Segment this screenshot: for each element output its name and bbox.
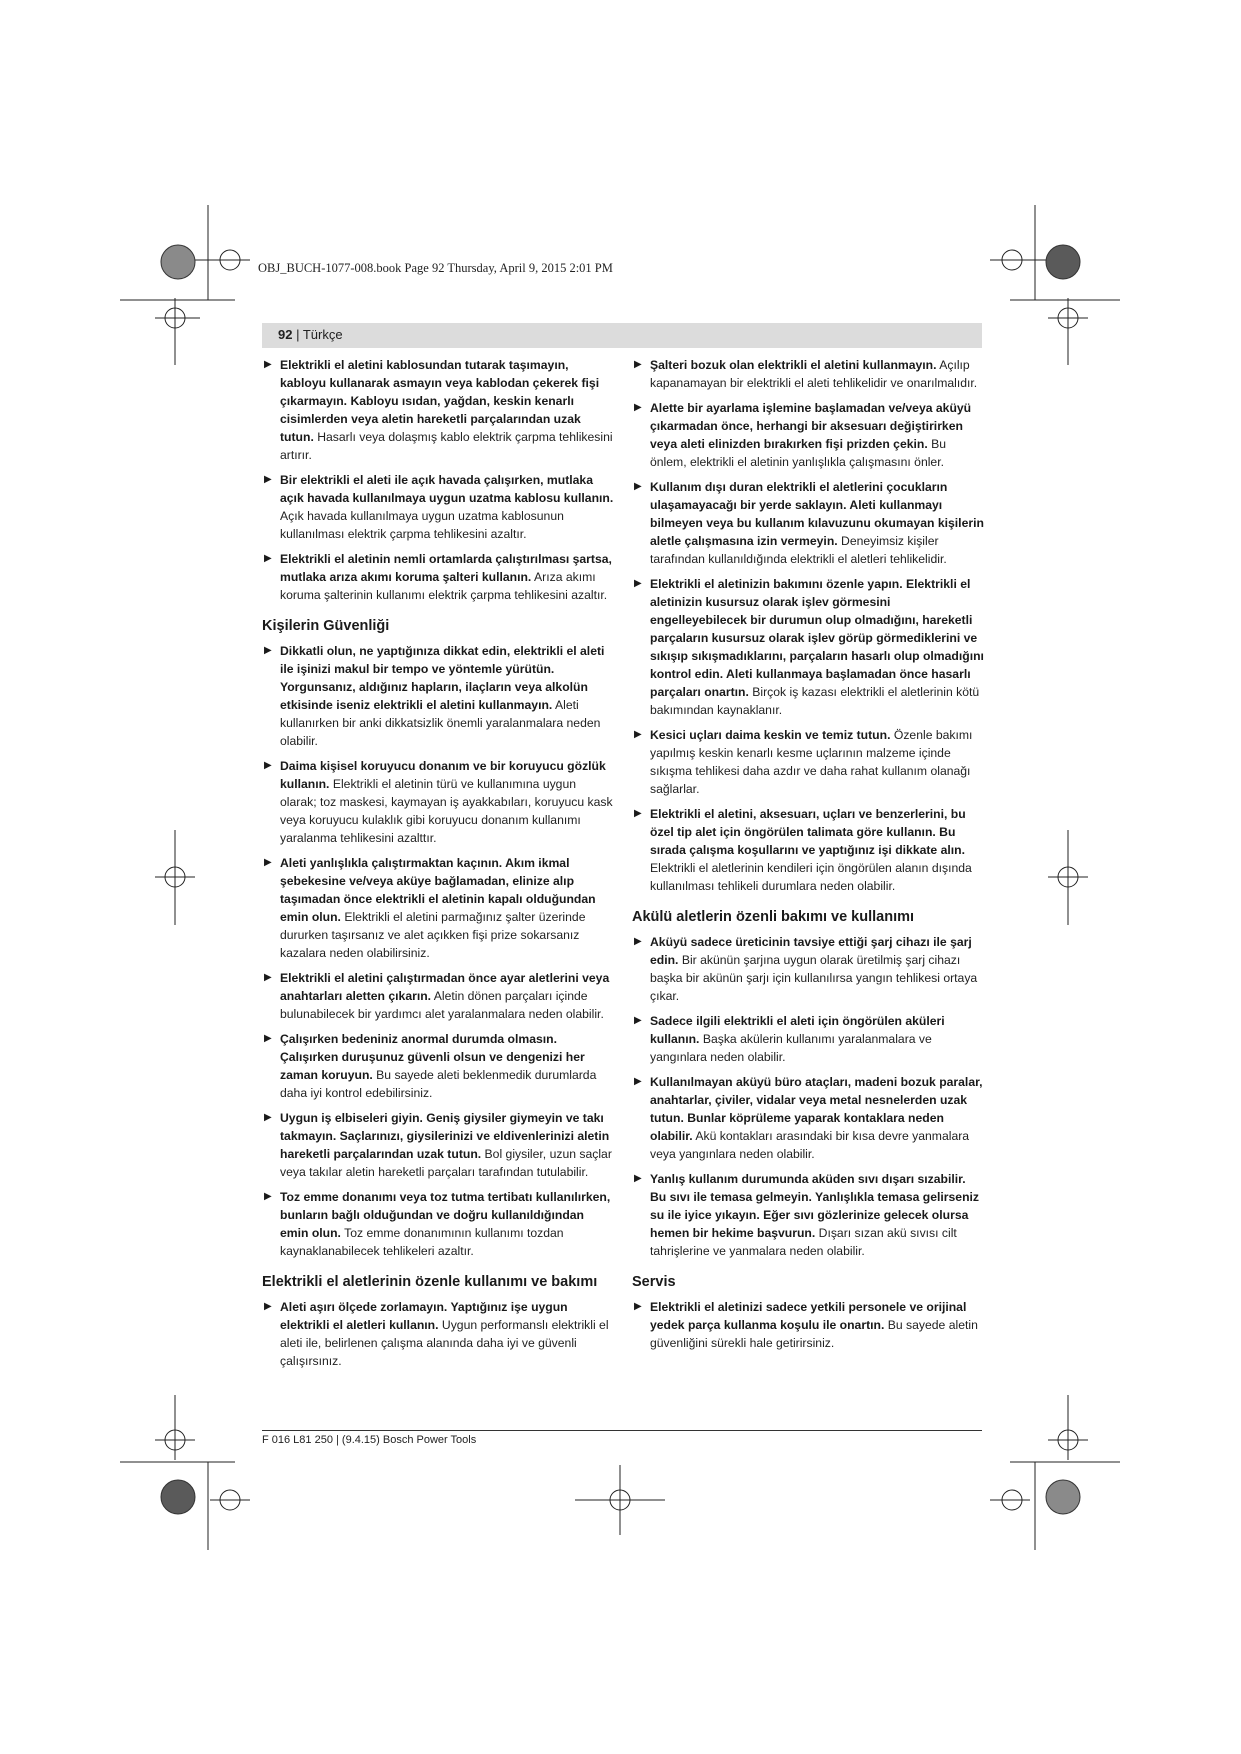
item-bold: Çalışırken bedeniniz anormal durumda olmasın. Çalışırken duruşunuz güvenli olsun ve dengenizi her zaman koruyun. [280, 1032, 585, 1082]
bullet-icon: ▶ [264, 553, 272, 564]
item-text: Açılıp kapanamayan bir elektrikli el aleti tehlikelidir ve onarılmalıdır. [650, 358, 978, 390]
list-item [632, 399, 984, 471]
section-title-battery: Akülü aletlerin özenli bakımı ve kullanımı [632, 909, 915, 925]
list-item [262, 1030, 614, 1102]
right-column [632, 356, 984, 1359]
item-bold: Dikkatli olun, ne yaptığınıza dikkat edin, elektrikli el aleti ile işinizi makul bir tempo ve yöntemle yürütün. Yorgunsanız, aldığınız hapların, ilaçların veya alkolün etkisinde iseniz elektrikli el aletini kullanmayın. [280, 644, 605, 712]
bullet-icon: ▶ [634, 578, 642, 589]
bullet-icon: ▶ [634, 808, 642, 819]
print-line: OBJ_BUCH-1077-008.book Page 92 Thursday, April 9, 2015 2:01 PM [258, 261, 613, 275]
item-bold: Aküyü sadece üreticinin tavsiye ettiği şarj cihazı ile şarj edin. [650, 935, 972, 967]
item-text: Bu sayede aletin güvenliğini sürekli hale getirirsiniz. [650, 1318, 978, 1350]
list-item [632, 356, 984, 392]
bullet-icon: ▶ [264, 645, 272, 656]
bullet-icon: ▶ [634, 1173, 642, 1184]
bullet-icon: ▶ [634, 402, 642, 413]
bullet-icon: ▶ [264, 1112, 272, 1123]
list-item [262, 471, 614, 543]
item-bold: Sadece ilgili elektrikli el aleti için öngörülen aküleri kullanın. [650, 1014, 945, 1046]
bullet-icon: ▶ [634, 1015, 642, 1026]
item-bold: Uygun iş elbiseleri giyin. Geniş giysiler giymeyin ve takı takmayın. Saçlarınızı, giysilerinizi ve eldivenlerinizi aletin hareketli parçalarından uzak tutun. [280, 1111, 610, 1161]
list-item [262, 1109, 614, 1181]
list-item [262, 1188, 614, 1260]
list-item [262, 550, 614, 604]
item-text: Elektrikli el aletini parmağınız şalter üzerinde dururken taşırsanız ve alet açıkken fişi prize sokarsanız kazalara neden olabilirsiniz. [280, 910, 586, 960]
item-bold: Elektrikli el aletinin nemli ortamlarda çalıştırılması şartsa, mutlaka arıza akımı koruma şalteri kullanın. [280, 552, 612, 584]
bullet-icon: ▶ [264, 1301, 272, 1312]
bullet-icon: ▶ [634, 1076, 642, 1087]
bullet-icon: ▶ [634, 729, 642, 740]
item-text: Elektrikli el aletlerinin kendileri için öngörülen alanın dışında kullanılması tehlikeli durumlara neden olabilir. [650, 861, 972, 893]
header-separator: | [292, 327, 303, 342]
bullet-icon: ▶ [264, 1033, 272, 1044]
bullet-icon: ▶ [264, 760, 272, 771]
item-text: Elektrikli el aletinin türü ve kullanımına uygun olarak; toz maskesi, kaymayan iş ayakkabıları, koruyucu kask veya koruyucu kulaklık gibi koruyucu donanım kullanımı yaralanma tehlikesini azalttır. [280, 777, 613, 845]
item-text: Toz emme donanımının kullanımı tozdan kaynaklanabilecek tehlikeleri azaltır. [280, 1226, 564, 1258]
list-item [632, 575, 984, 719]
list-item [632, 805, 984, 895]
item-bold: Elektrikli el aletinizin bakımını özenle yapın. Elektrikli el aletinizin kusursuz olarak işlev görmesini engelleyebilecek bir durumun olup olmadığını, hareketli parçaların kusursuz olarak işlev görüp görmediklerini ve sıkışıp sıkışmadıklarını, parçaların hasarlı olup olmadığını kontrol edin. Aleti kullanmaya başlamadan önce hasarlı parçaları onartın. [650, 577, 984, 699]
section-title-personal: Kişilerin Güvenliği [262, 618, 390, 634]
item-bold: Elektrikli el aletinizi sadece yetkili personele ve orijinal yedek parça kullanma koşulu ile onartın. [650, 1300, 967, 1332]
footer-rule [262, 1430, 982, 1431]
item-bold: Elektrikli el aletini çalıştırmadan önce ayar aletlerini veya anahtarları aletten çıkarın. [280, 971, 610, 1003]
list-item [632, 478, 984, 568]
item-text: Akü kontakları arasındaki bir kısa devre yanmalara veya yangınlara neden olabilir. [650, 1129, 970, 1161]
list-item [632, 1012, 984, 1066]
item-text: Aleti kullanırken bir anki dikkatsizlik önemli yaralanmalara neden olabilir. [280, 698, 601, 748]
header-bar [262, 323, 982, 348]
item-text: Arıza akımı koruma şalterinin kullanımı elektrik çarpma tehlikesini azaltır. [280, 570, 608, 602]
item-text: Birçok iş kazası elektrikli el aletlerinin kötü bakımından kaynaklanır. [650, 685, 980, 717]
item-bold: Kullanım dışı duran elektrikli el aletlerini çocukların ulaşamayacağı bir yerde saklayın. Aleti kullanmayı bilmeyen veya bu kullanım kılavuzunu okumayan kişilerin aletle çalışmasına izin vermeyin. [650, 480, 984, 548]
list-item [632, 1298, 984, 1352]
list-item [632, 933, 984, 1005]
item-bold: Toz emme donanımı veya toz tutma tertibatı kullanılırken, bunların bağlı olduğundan ve doğru kullanıldığından emin olun. [280, 1190, 611, 1240]
bullet-icon: ▶ [264, 474, 272, 485]
list-item [632, 1073, 984, 1163]
bullet-icon: ▶ [634, 936, 642, 947]
list-item [262, 1298, 614, 1370]
item-text: Dışarı sızan akü sıvısı cilt tahrişlerine ve yanmalara neden olabilir. [650, 1226, 957, 1258]
list-item [632, 726, 984, 798]
section-title-care: Elektrikli el aletlerinin özenle kullanımı ve bakımı [262, 1274, 598, 1290]
item-bold: Daima kişisel koruyucu donanım ve bir koruyucu gözlük kullanın. [280, 759, 606, 791]
item-text: Uygun performanslı elektrikli el aleti ile, belirlenen çalışma alanında daha iyi ve güvenli çalışırsınız. [280, 1318, 609, 1368]
page-number: 92 [278, 327, 293, 342]
item-bold: Alette bir ayarlama işlemine başlamadan ve/veya aküyü çıkarmadan önce, herhangi bir aksesuarı değiştirirken veya aleti elinizden bırakırken fişi prizden çekin. [650, 401, 972, 451]
item-text: Başka akülerin kullanımı yaralanmalara ve yangınlara neden olabilir. [650, 1032, 932, 1064]
item-text: Deneyimsiz kişiler tarafından kullanıldığında elektrikli el aletleri tehlikelidir. [650, 534, 947, 566]
list-item [262, 969, 614, 1023]
list-item [632, 1170, 984, 1260]
bullet-icon: ▶ [264, 972, 272, 983]
item-text: Özenle bakımı yapılmış keskin kenarlı kesme uçlarının malzeme içinde sıkışma tehlikesi daha azdır ve daha rahat kullanım olanağı sağlarlar. [650, 728, 973, 796]
item-text: Bir akünün şarjına uygun olarak üretilmiş şarj cihazı başka bir akünün şarjı için kullanılırsa yangın tehlikesi ortaya çıkar. [650, 953, 978, 1003]
item-bold: Bir elektrikli el aleti ile açık havada çalışırken, mutlaka açık havada kullanılmaya uygun uzatma kablosu kullanın. [280, 473, 614, 505]
page-header [278, 327, 343, 342]
item-bold: Kullanılmayan aküyü büro ataçları, madeni bozuk paralar, anahtarlar, çiviler, vidalar veya metal nesnelerden uzak tutun. Bunlar köprüleme yaparak kontaklara neden olabilir. [650, 1075, 983, 1143]
item-bold: Elektrikli el aletini, aksesuarı, uçları ve benzerlerini, bu özel tip alet için öngörülen talimata göre kullanın. Bu sırada çalışma koşullarını ve yaptığınız işi dikkate alın. [650, 807, 966, 857]
item-text: Bu önlem, elektrikli el aletinin yanlışlıkla çalışmasını önler. [650, 437, 947, 469]
bullet-icon: ▶ [634, 359, 642, 370]
item-bold: Şalteri bozuk olan elektrikli el aletini kullanmayın. [650, 358, 937, 372]
bullet-icon: ▶ [634, 481, 642, 492]
item-text: Bol giysiler, uzun saçlar veya takılar aletin hareketli parçaları tarafından tutulabilir. [280, 1147, 612, 1179]
bullet-icon: ▶ [264, 857, 272, 868]
list-item [262, 757, 614, 847]
left-column [262, 356, 614, 1377]
item-text: Açık havada kullanılmaya uygun uzatma kablosunun kullanılması elektrik çarpma tehlikesini azaltır. [280, 509, 564, 541]
list-item [262, 854, 614, 962]
section-title-service: Servis [632, 1274, 676, 1290]
item-bold: Aleti aşırı ölçede zorlamayın. Yaptığınız işe uygun elektrikli el aletleri kullanın. [280, 1300, 568, 1332]
page-footer: F 016 L81 250 | (9.4.15) Bosch Power Tools [262, 1434, 477, 1446]
list-item [262, 642, 614, 750]
item-bold: Aleti yanlışlıkla çalıştırmaktan kaçının. Akım ikmal şebekesine ve/veya aküye bağlamadan, elinize alıp taşımadan önce elektrikli el aletinin kapalı olduğundan emin olun. [280, 856, 596, 924]
item-bold: Kesici uçları daima keskin ve temiz tutun. [650, 728, 891, 742]
item-text: Hasarlı veya dolaşmış kablo elektrik çarpma tehlikesini artırır. [280, 430, 613, 462]
item-text: Aletin dönen parçaları içinde bulunabilecek bir yardımcı alet yaralanmalara neden olabilir. [280, 989, 604, 1021]
item-text: Bu sayede aleti beklenmedik durumlarda daha iyi kontrol edebilirsiniz. [280, 1068, 597, 1100]
header-language: Türkçe [302, 327, 343, 342]
bullet-icon: ▶ [264, 1191, 272, 1202]
list-item [262, 356, 614, 464]
bullet-icon: ▶ [634, 1301, 642, 1312]
item-bold: Yanlış kullanım durumunda aküden sıvı dışarı sızabilir. Bu sıvı ile temasa gelmeyin. Yanlışlıkla temasa gelirseniz su ile iyice yıkayın. Eğer sıvı gözlerinize gelecek olursa hemen bir hekime başvurun. [650, 1172, 980, 1240]
item-bold: Elektrikli el aletini kablosundan tutarak taşımayın, kabloyu kullanarak asmayın veya kablodan çekerek fişi çıkarmayın. Kabloyu ısıdan, yağdan, keskin kenarlı cisimlerden veya aletin hareketli parçalarından uzak tutun. [280, 358, 600, 444]
bullet-icon: ▶ [264, 359, 272, 370]
